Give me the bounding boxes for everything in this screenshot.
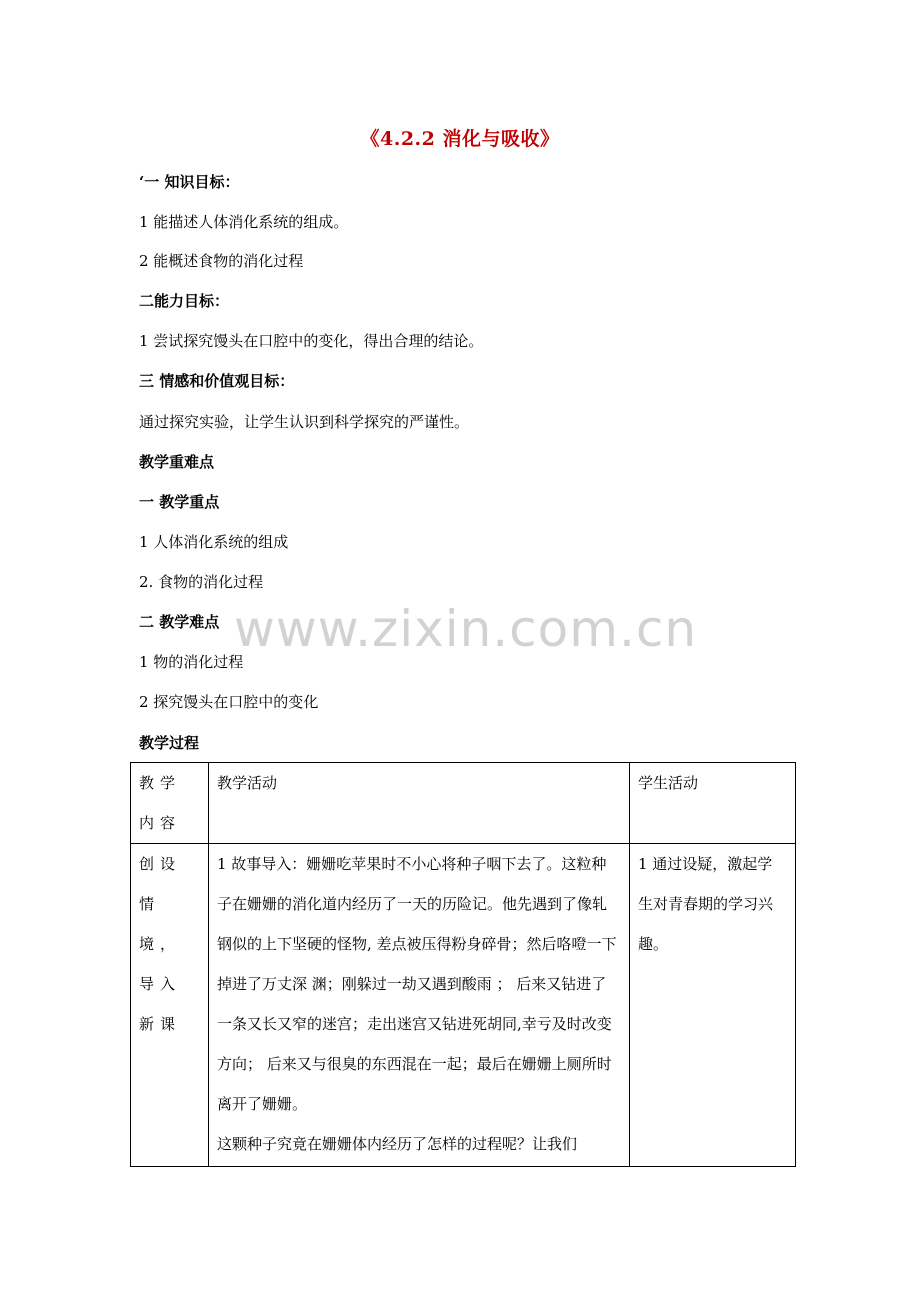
watermark: www.zixin.com.cn — [234, 600, 698, 658]
page-title: 《4.2.2 消化与吸收》 — [360, 128, 560, 150]
teaching-process-table — [130, 762, 796, 1167]
difficult-point-2: 2 探究馒头在口腔中的变化 — [139, 693, 319, 711]
knowledge-goal-2: 2 能概述食物的消化过程 — [139, 252, 304, 270]
question-paragraph: 这颗种子究竟在姗姗体内经历了怎样的过程呢？让我们 — [217, 1135, 578, 1153]
table-header-row — [131, 763, 796, 844]
header-teaching-content: 教学内容 — [131, 763, 209, 844]
difficult-points-heading: 二 教学难点 — [139, 613, 220, 631]
key-difficult-heading: 教学重难点 — [139, 453, 215, 471]
key-point-1: 1 人体消化系统的组成 — [139, 533, 289, 551]
header-student-activity: 学生活动 — [630, 763, 796, 844]
difficult-point-1: 1 物的消化过程 — [139, 653, 244, 671]
teaching-process-heading: 教学过程 — [139, 734, 200, 752]
key-points-heading: 一 教学重点 — [139, 493, 220, 511]
cell-content-intro: 创设情境，导入新课 — [131, 844, 209, 1167]
key-point-2: 2. 食物的消化过程 — [139, 573, 264, 591]
ability-goals-heading: 二能力目标： — [139, 292, 230, 310]
knowledge-goal-1: 1 能描述人体消化系统的组成。 — [139, 213, 349, 231]
emotion-goal-1: 通过探究实验，让学生认识到科学探究的严谨性。 — [139, 413, 470, 431]
story-paragraph: 1 故事导入：姗姗吃苹果时不小心将种子咽下去了。这粒种子在姗姗的消化道内经历了一天的历险记。他先遇到了像轧钢似的上下坚硬的怪物, 差点被压得粉身碎骨；然后咯噔一下掉进了万丈深 渊；刚躲过一劫又遇到酸雨 ； 后来又钻进了一条又长又窄的迷宫；走出迷宫又钻进死胡同,幸亏及时改变方向； 后来又与很臭的东西混在一起；最后在姗姗上厕所时离开了姗姗。 — [217, 855, 617, 1113]
cell-activity-intro — [209, 844, 630, 1167]
header-teaching-activity: 教学活动 — [209, 763, 630, 844]
table-row — [131, 844, 796, 1167]
cell-student-intro: 1 通过设疑，激起学生对青春期的学习兴趣。 — [630, 844, 796, 1167]
knowledge-goals-heading: ‘一 知识目标： — [139, 173, 240, 191]
ability-goal-1: 1 尝试探究馒头在口腔中的变化，得出合理的结论。 — [139, 332, 484, 350]
emotion-goals-heading: 三 情感和价值观目标： — [139, 372, 295, 390]
